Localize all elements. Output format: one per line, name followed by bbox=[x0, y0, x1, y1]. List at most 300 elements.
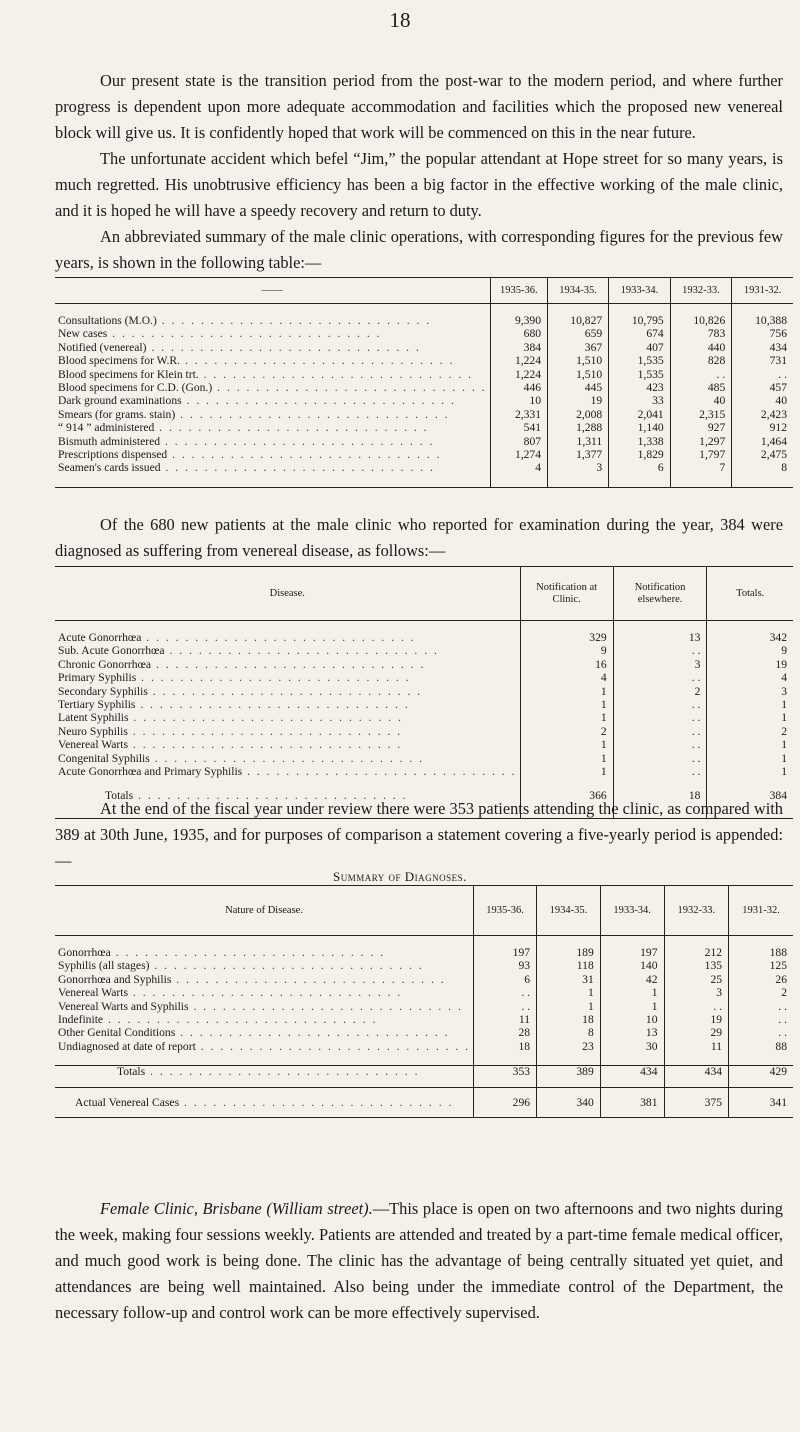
row-label: New cases bbox=[58, 328, 108, 341]
value-cell: 1 bbox=[520, 686, 613, 699]
value-cell: 1 bbox=[520, 766, 613, 779]
female-clinic-text: —This place is open on two afternoons and two nights during the week, making four sessions weekly. Patients are attended and treated by a part-time female medical officer, and much good work is being done. The clinic has the advantage of being centrally situated yet quiet, and attendances are being well maintained. Also being under the immediate control of the Department, the necessary follow-up and control work can be more effectively supervised. bbox=[55, 1199, 783, 1322]
value-cell: 407 bbox=[609, 342, 671, 355]
row-label: Prescriptions dispensed bbox=[58, 448, 168, 461]
value-cell: 1 bbox=[707, 739, 793, 752]
actual-value: 381 bbox=[600, 1088, 664, 1118]
value-cell: 4 bbox=[490, 462, 547, 475]
value-cell: 1 bbox=[600, 1001, 664, 1014]
value-cell: 2,315 bbox=[670, 409, 732, 422]
table-row bbox=[55, 739, 793, 752]
value-cell: 1,224 bbox=[490, 369, 547, 382]
row-label-cell bbox=[55, 974, 474, 987]
row-label: Gonorrhœa and Syphilis bbox=[58, 973, 172, 986]
value-cell: 10,826 bbox=[670, 315, 732, 328]
row-label: Bismuth administered bbox=[58, 435, 161, 448]
total-value: 429 bbox=[729, 1066, 793, 1088]
value-cell: 28 bbox=[474, 1027, 537, 1040]
value-cell: 1,464 bbox=[732, 436, 793, 449]
spacer-cell bbox=[664, 1054, 729, 1066]
row-label: Latent Syphilis bbox=[58, 712, 129, 725]
summary-of-diagnoses-table bbox=[55, 885, 793, 1118]
row-label: Primary Syphilis bbox=[58, 672, 137, 685]
table-row bbox=[55, 766, 793, 779]
row-label-cell bbox=[55, 645, 520, 658]
leader-dots: . . . . . . . . . . . . . . . . . . . . . . . . . . . . bbox=[180, 355, 455, 368]
value-cell: . . bbox=[613, 726, 707, 739]
value-cell: 2 bbox=[729, 987, 793, 1000]
row-label-cell bbox=[55, 342, 490, 355]
table-row bbox=[55, 382, 793, 395]
value-cell: 135 bbox=[664, 960, 729, 973]
page-number: 18 bbox=[389, 8, 411, 32]
table3-header: 1935-36. bbox=[474, 886, 537, 936]
value-cell: . . bbox=[729, 1014, 793, 1027]
row-label-cell bbox=[55, 739, 520, 752]
leader-dots: . . . . . . . . . . . . . . . . . . . . . . . . . . . . bbox=[164, 645, 439, 658]
table-row bbox=[55, 645, 793, 658]
leader-dots: . . . . . . . . . . . . . . . . . . . . . . . . . . . . bbox=[128, 987, 403, 1000]
value-cell: . . bbox=[474, 1001, 537, 1014]
value-cell: 31 bbox=[537, 974, 601, 987]
row-label: Seamen's cards issued bbox=[58, 462, 161, 475]
value-cell: 756 bbox=[732, 328, 793, 341]
spacer-row bbox=[55, 936, 793, 948]
table3-caption: Summary of Diagnoses. bbox=[333, 869, 467, 884]
table-row bbox=[55, 947, 793, 960]
value-cell: 16 bbox=[520, 659, 613, 672]
leader-dots: . . . . . . . . . . . . . . . . . . . . . . . . . . . . bbox=[242, 765, 517, 778]
table3-header: 1931-32. bbox=[729, 886, 793, 936]
value-cell: 2 bbox=[520, 726, 613, 739]
actual-value: 375 bbox=[664, 1088, 729, 1118]
value-cell: 1,338 bbox=[609, 436, 671, 449]
table3-header: 1932-33. bbox=[664, 886, 729, 936]
table-row bbox=[55, 328, 793, 341]
value-cell: . . bbox=[664, 1001, 729, 1014]
value-cell: 3 bbox=[664, 987, 729, 1000]
value-cell: 1 bbox=[707, 766, 793, 779]
diagnosis-table bbox=[55, 566, 793, 819]
row-label-cell bbox=[55, 422, 490, 435]
paragraph-jim: The unfortunate accident which befel “Jim,” the popular attendant at Hope street for so many years, is much regretted. His unobtrusive efficiency has been a big factor in the effective working of the male clinic, and it is hoped he will have a speedy recovery and return to duty. bbox=[55, 149, 783, 220]
value-cell: 9 bbox=[520, 645, 613, 658]
value-cell: . . bbox=[670, 369, 732, 382]
table-row bbox=[55, 987, 793, 1000]
value-cell: 10,827 bbox=[548, 315, 609, 328]
value-cell: 434 bbox=[732, 342, 793, 355]
paragraph-female-clinic bbox=[55, 1196, 783, 1326]
row-label: Notified (venereal) bbox=[58, 341, 147, 354]
row-label: Totals bbox=[105, 790, 134, 803]
row-label: Secondary Syphilis bbox=[58, 685, 148, 698]
value-cell: 2,331 bbox=[490, 409, 547, 422]
value-cell: 423 bbox=[609, 382, 671, 395]
value-cell: 25 bbox=[664, 974, 729, 987]
value-cell: 18 bbox=[537, 1014, 601, 1027]
value-cell: 3 bbox=[548, 462, 609, 475]
table-row bbox=[55, 449, 793, 462]
spacer-cell bbox=[55, 304, 490, 316]
table2-header: Notification at Clinic. bbox=[520, 567, 613, 621]
row-label: Dark ground examinations bbox=[58, 395, 182, 408]
spacer-cell bbox=[729, 1054, 793, 1066]
row-label: Totals bbox=[117, 1065, 146, 1079]
total-value: 389 bbox=[537, 1066, 601, 1088]
value-cell: 30 bbox=[600, 1041, 664, 1054]
row-label-cell bbox=[55, 960, 474, 973]
spacer-cell bbox=[490, 476, 547, 488]
row-label: Venereal Warts and Syphilis bbox=[58, 1000, 189, 1013]
value-cell: 1 bbox=[707, 699, 793, 712]
leader-dots: . . . . . . . . . . . . . . . . . . . . . . . . . . . . bbox=[127, 725, 403, 738]
total-value: 384 bbox=[707, 790, 793, 818]
spacer-cell bbox=[474, 1054, 537, 1066]
leader-dots: . . . . . . . . . . . . . . . . . . . . . . . . . . . . bbox=[175, 1027, 450, 1040]
row-label: Other Genital Conditions bbox=[58, 1027, 176, 1040]
spacer-cell bbox=[732, 476, 793, 488]
row-label: Chronic Gonorrhœa bbox=[58, 658, 152, 671]
table-row bbox=[55, 422, 793, 435]
value-cell: 19 bbox=[548, 395, 609, 408]
value-cell: . . bbox=[613, 739, 707, 752]
value-cell: 197 bbox=[600, 947, 664, 960]
value-cell: 807 bbox=[490, 436, 547, 449]
table-row bbox=[55, 342, 793, 355]
value-cell: 659 bbox=[548, 328, 609, 341]
table-row bbox=[55, 712, 793, 725]
row-label-cell bbox=[55, 766, 520, 779]
row-label-cell bbox=[55, 699, 520, 712]
actual-label-cell bbox=[55, 1088, 474, 1118]
table3-header: Nature of Disease. bbox=[55, 886, 474, 936]
value-cell: 1,377 bbox=[548, 449, 609, 462]
leader-dots: . . . . . . . . . . . . . . . . . . . . . . . . . . . . bbox=[151, 658, 426, 671]
value-cell: 1,797 bbox=[670, 449, 732, 462]
paragraph-new-patients: Of the 680 new patients at the male clinic who reported for examination during the year, 384 were diagnosed as suffering from venereal disease, as follows:— bbox=[55, 515, 783, 560]
table3-header: 1934-35. bbox=[537, 886, 601, 936]
paragraph-fiscal-year: At the end of the fiscal year under review there were 353 patients attending the clinic, as compared with 389 at 30th June, 1935, and for purposes of comparison a statement covering a five-yearly period is appended:— bbox=[55, 799, 783, 870]
leader-dots: . . . . . . . . . . . . . . . . . . . . . . . . . . . . bbox=[145, 1065, 420, 1079]
paragraph-intro: Our present state is the transition period from the post-war to the modern period, and where further progress is dependent upon more adequate accommodation and facilities which the proposed new venereal block will give us. It is confidently hoped that work will be commenced on this in the near future. bbox=[55, 71, 783, 142]
value-cell: . . bbox=[474, 987, 537, 1000]
value-cell: 457 bbox=[732, 382, 793, 395]
value-cell: 2,423 bbox=[732, 409, 793, 422]
value-cell: 1 bbox=[707, 712, 793, 725]
leader-dots: . . . . . . . . . . . . . . . . . . . . . . . . . . . . bbox=[188, 1000, 463, 1013]
total-value: 18 bbox=[613, 790, 707, 818]
value-cell: 1,288 bbox=[548, 422, 609, 435]
value-cell: 7 bbox=[670, 462, 732, 475]
value-cell: 188 bbox=[729, 947, 793, 960]
leader-dots: . . . . . . . . . . . . . . . . . . . . . . . . . . . . bbox=[136, 672, 411, 685]
leader-dots: . . . . . . . . . . . . . . . . . . . . . . . . . . . . bbox=[103, 1013, 378, 1026]
row-label-cell bbox=[55, 1014, 474, 1027]
totals-label-cell bbox=[55, 1066, 474, 1088]
row-label-cell bbox=[55, 672, 520, 685]
row-label-cell bbox=[55, 632, 520, 645]
value-cell: 342 bbox=[707, 632, 793, 645]
paragraph-summary-intro: An abbreviated summary of the male clinic operations, with corresponding figures for the previous few years, is shown in the following table:— bbox=[55, 227, 783, 272]
leader-dots: . . . . . . . . . . . . . . . . . . . . . . . . . . . . bbox=[212, 381, 487, 394]
table-row bbox=[55, 699, 793, 712]
table-row bbox=[55, 369, 793, 382]
value-cell: 4 bbox=[707, 672, 793, 685]
value-cell: 40 bbox=[732, 395, 793, 408]
value-cell: 1,311 bbox=[548, 436, 609, 449]
table1-header: 1934-35. bbox=[548, 278, 609, 304]
row-label: Blood specimens for C.D. (Gon.) bbox=[58, 381, 213, 394]
leader-dots: . . . . . . . . . . . . . . . . . . . . . . . . . . . . bbox=[149, 960, 424, 973]
row-label-cell bbox=[55, 726, 520, 739]
row-label: Undiagnosed at date of report bbox=[58, 1040, 196, 1053]
value-cell: . . bbox=[613, 712, 707, 725]
row-label: Gonorrhœa bbox=[58, 947, 111, 959]
row-label-cell bbox=[55, 987, 474, 1000]
value-cell: 6 bbox=[474, 974, 537, 987]
row-label: Venereal Warts bbox=[58, 739, 128, 752]
value-cell: 1,224 bbox=[490, 355, 547, 368]
table-row bbox=[55, 436, 793, 449]
leader-dots: . . . . . . . . . . . . . . . . . . . . . . . . . . . . bbox=[160, 435, 435, 448]
value-cell: 1,297 bbox=[670, 436, 732, 449]
table1-header: 1932-33. bbox=[670, 278, 732, 304]
leader-dots: . . . . . . . . . . . . . . . . . . . . . . . . . . . . bbox=[149, 752, 425, 765]
value-cell: 19 bbox=[664, 1014, 729, 1027]
leader-dots: . . . . . . . . . . . . . . . . . . . . . . . . . . . . bbox=[135, 698, 410, 711]
table-row bbox=[55, 315, 793, 328]
value-cell: 446 bbox=[490, 382, 547, 395]
value-cell: 440 bbox=[670, 342, 732, 355]
value-cell: 1 bbox=[600, 987, 664, 1000]
row-label: Acute Gonorrhœa and Primary Syphilis bbox=[58, 765, 243, 778]
row-label-cell bbox=[55, 1041, 474, 1054]
value-cell: 11 bbox=[474, 1014, 537, 1027]
value-cell: 19 bbox=[707, 659, 793, 672]
value-cell: 384 bbox=[490, 342, 547, 355]
spacer-cell bbox=[55, 779, 520, 790]
table-row bbox=[55, 960, 793, 973]
leader-dots: . . . . . . . . . . . . . . . . . . . . . . . . . . . . bbox=[181, 395, 456, 408]
row-label: Indefinite bbox=[58, 1013, 104, 1026]
row-label: Blood specimens for W.R. bbox=[58, 355, 181, 368]
row-label-cell bbox=[55, 328, 490, 341]
row-label-cell bbox=[55, 395, 490, 408]
table1-header: 1931-32. bbox=[732, 278, 793, 304]
row-label: Sub. Acute Gonorrhœa bbox=[58, 645, 165, 658]
row-label-cell bbox=[55, 686, 520, 699]
actual-value: 341 bbox=[729, 1088, 793, 1118]
row-label-cell bbox=[55, 947, 474, 960]
value-cell: 1 bbox=[537, 1001, 601, 1014]
value-cell: . . bbox=[613, 699, 707, 712]
value-cell: 1 bbox=[707, 753, 793, 766]
row-label-cell bbox=[55, 369, 490, 382]
value-cell: 29 bbox=[664, 1027, 729, 1040]
row-label: Smears (for grams. stain) bbox=[58, 408, 176, 421]
leader-dots: . . . . . . . . . . . . . . . . . . . . . . . . . . . . bbox=[133, 790, 408, 803]
value-cell: . . bbox=[613, 766, 707, 779]
leader-dots: . . . . . . . . . . . . . . . . . . . . . . . . . . . . bbox=[147, 685, 423, 698]
value-cell: 1,140 bbox=[609, 422, 671, 435]
table-row bbox=[55, 1001, 793, 1014]
totals-row bbox=[55, 1066, 793, 1088]
row-label-cell bbox=[55, 409, 490, 422]
value-cell: 1,829 bbox=[609, 449, 671, 462]
value-cell: 1,510 bbox=[548, 369, 609, 382]
value-cell: 783 bbox=[670, 328, 732, 341]
table-row bbox=[55, 974, 793, 987]
value-cell: 13 bbox=[600, 1027, 664, 1040]
value-cell: 212 bbox=[664, 947, 729, 960]
table2-header: Totals. bbox=[707, 567, 793, 621]
value-cell: . . bbox=[729, 1027, 793, 1040]
actual-venereal-row bbox=[55, 1088, 793, 1118]
value-cell: 10 bbox=[600, 1014, 664, 1027]
leader-dots: . . . . . . . . . . . . . . . . . . . . . . . . . . . . bbox=[110, 947, 386, 959]
value-cell: 674 bbox=[609, 328, 671, 341]
value-cell: 1 bbox=[537, 987, 601, 1000]
row-label-cell bbox=[55, 1001, 474, 1014]
leader-dots: . . . . . . . . . . . . . . . . . . . . . . . . . . . . bbox=[146, 341, 421, 354]
row-label: Venereal Warts bbox=[58, 987, 128, 1000]
value-cell: 33 bbox=[609, 395, 671, 408]
spacer-cell bbox=[537, 1054, 601, 1066]
spacer-row bbox=[55, 621, 793, 633]
row-label-cell bbox=[55, 462, 490, 475]
leader-dots: . . . . . . . . . . . . . . . . . . . . . . . . . . . . bbox=[167, 448, 442, 461]
row-label-cell bbox=[55, 1027, 474, 1040]
value-cell: 140 bbox=[600, 960, 664, 973]
value-cell: 3 bbox=[613, 659, 707, 672]
value-cell: 42 bbox=[600, 974, 664, 987]
total-value: 353 bbox=[474, 1066, 537, 1088]
leader-dots: . . . . . . . . . . . . . . . . . . . . . . . . . . . . bbox=[128, 739, 403, 752]
leader-dots: . . . . . . . . . . . . . . . . . . . . . . . . . . . . bbox=[195, 1040, 471, 1053]
row-label-cell bbox=[55, 659, 520, 672]
table-row bbox=[55, 1027, 793, 1040]
value-cell: 680 bbox=[490, 328, 547, 341]
value-cell: 1 bbox=[520, 753, 613, 766]
leader-dots: . . . . . . . . . . . . . . . . . . . . . . . . . . . . bbox=[198, 368, 474, 381]
leader-dots: . . . . . . . . . . . . . . . . . . . . . . . . . . . . bbox=[160, 462, 435, 475]
value-cell: 40 bbox=[670, 395, 732, 408]
table-row bbox=[55, 1014, 793, 1027]
value-cell: 18 bbox=[474, 1041, 537, 1054]
value-cell: 23 bbox=[537, 1041, 601, 1054]
value-cell: 3 bbox=[707, 686, 793, 699]
value-cell: 11 bbox=[664, 1041, 729, 1054]
table2-header: Notification elsewhere. bbox=[613, 567, 707, 621]
table-row bbox=[55, 672, 793, 685]
row-label: “ 914 ” administered bbox=[58, 422, 155, 435]
row-label: Tertiary Syphilis bbox=[58, 698, 136, 711]
spacer-cell bbox=[548, 476, 609, 488]
value-cell: 367 bbox=[548, 342, 609, 355]
value-cell: . . bbox=[613, 753, 707, 766]
value-cell: 118 bbox=[537, 960, 601, 973]
leader-dots: . . . . . . . . . . . . . . . . . . . . . . . . . . . . bbox=[175, 408, 450, 421]
value-cell: . . bbox=[613, 672, 707, 685]
leader-dots: . . . . . . . . . . . . . . . . . . . . . . . . . . . . bbox=[128, 712, 403, 725]
value-cell: 329 bbox=[520, 632, 613, 645]
value-cell: 1,535 bbox=[609, 355, 671, 368]
value-cell: 10 bbox=[490, 395, 547, 408]
spacer-row bbox=[55, 304, 793, 316]
value-cell: 9,390 bbox=[490, 315, 547, 328]
value-cell: 8 bbox=[537, 1027, 601, 1040]
value-cell: 2 bbox=[613, 686, 707, 699]
spacer-row bbox=[55, 779, 793, 790]
actual-value: 340 bbox=[537, 1088, 601, 1118]
value-cell: 1,510 bbox=[548, 355, 609, 368]
table-row bbox=[55, 753, 793, 766]
value-cell: 125 bbox=[729, 960, 793, 973]
value-cell: 9 bbox=[707, 645, 793, 658]
value-cell: 731 bbox=[732, 355, 793, 368]
spacer-cell bbox=[600, 1054, 664, 1066]
value-cell: 445 bbox=[548, 382, 609, 395]
value-cell: 1 bbox=[520, 699, 613, 712]
row-label: Syphilis (all stages) bbox=[58, 960, 150, 973]
value-cell: 8 bbox=[732, 462, 793, 475]
value-cell: 1,274 bbox=[490, 449, 547, 462]
table-row bbox=[55, 395, 793, 408]
actual-value: 296 bbox=[474, 1088, 537, 1118]
leader-dots: . . . . . . . . . . . . . . . . . . . . . . . . . . . . bbox=[179, 1095, 454, 1109]
value-cell: 26 bbox=[729, 974, 793, 987]
row-label-cell bbox=[55, 436, 490, 449]
value-cell: 828 bbox=[670, 355, 732, 368]
value-cell: . . bbox=[732, 369, 793, 382]
row-label-cell bbox=[55, 315, 490, 328]
value-cell: 6 bbox=[609, 462, 671, 475]
table1-header: 1935-36. bbox=[490, 278, 547, 304]
table1-corner: —— bbox=[55, 278, 490, 304]
table-row bbox=[55, 659, 793, 672]
row-label: Congenital Syphilis bbox=[58, 752, 150, 765]
value-cell: 1 bbox=[520, 739, 613, 752]
row-label: Neuro Syphilis bbox=[58, 725, 128, 738]
table3-header: 1933-34. bbox=[600, 886, 664, 936]
row-label-cell bbox=[55, 449, 490, 462]
table1-header: 1933-34. bbox=[609, 278, 671, 304]
value-cell: 912 bbox=[732, 422, 793, 435]
spacer-cell bbox=[55, 936, 474, 948]
table-row bbox=[55, 726, 793, 739]
value-cell: 2,008 bbox=[548, 409, 609, 422]
spacer-cell bbox=[670, 476, 732, 488]
total-value: 434 bbox=[600, 1066, 664, 1088]
value-cell: 93 bbox=[474, 960, 537, 973]
leader-dots: . . . . . . . . . . . . . . . . . . . . . . . . . . . . bbox=[171, 973, 446, 986]
table2-header: Disease. bbox=[55, 567, 520, 621]
spacer-cell bbox=[55, 1054, 474, 1066]
value-cell: 88 bbox=[729, 1041, 793, 1054]
total-value: 366 bbox=[520, 790, 613, 818]
spacer-cell bbox=[55, 476, 490, 488]
spacer-row bbox=[55, 1054, 793, 1066]
leader-dots: . . . . . . . . . . . . . . . . . . . . . . . . . . . . bbox=[141, 632, 416, 644]
value-cell: . . bbox=[613, 645, 707, 658]
value-cell: 485 bbox=[670, 382, 732, 395]
row-label: Actual Venereal Cases bbox=[75, 1095, 180, 1109]
row-label-cell bbox=[55, 712, 520, 725]
leader-dots: . . . . . . . . . . . . . . . . . . . . . . . . . . . . bbox=[154, 422, 429, 435]
value-cell: 10,388 bbox=[732, 315, 793, 328]
table-row bbox=[55, 462, 793, 475]
leader-dots: . . . . . . . . . . . . . . . . . . . . . . . . . . . . bbox=[107, 328, 382, 341]
